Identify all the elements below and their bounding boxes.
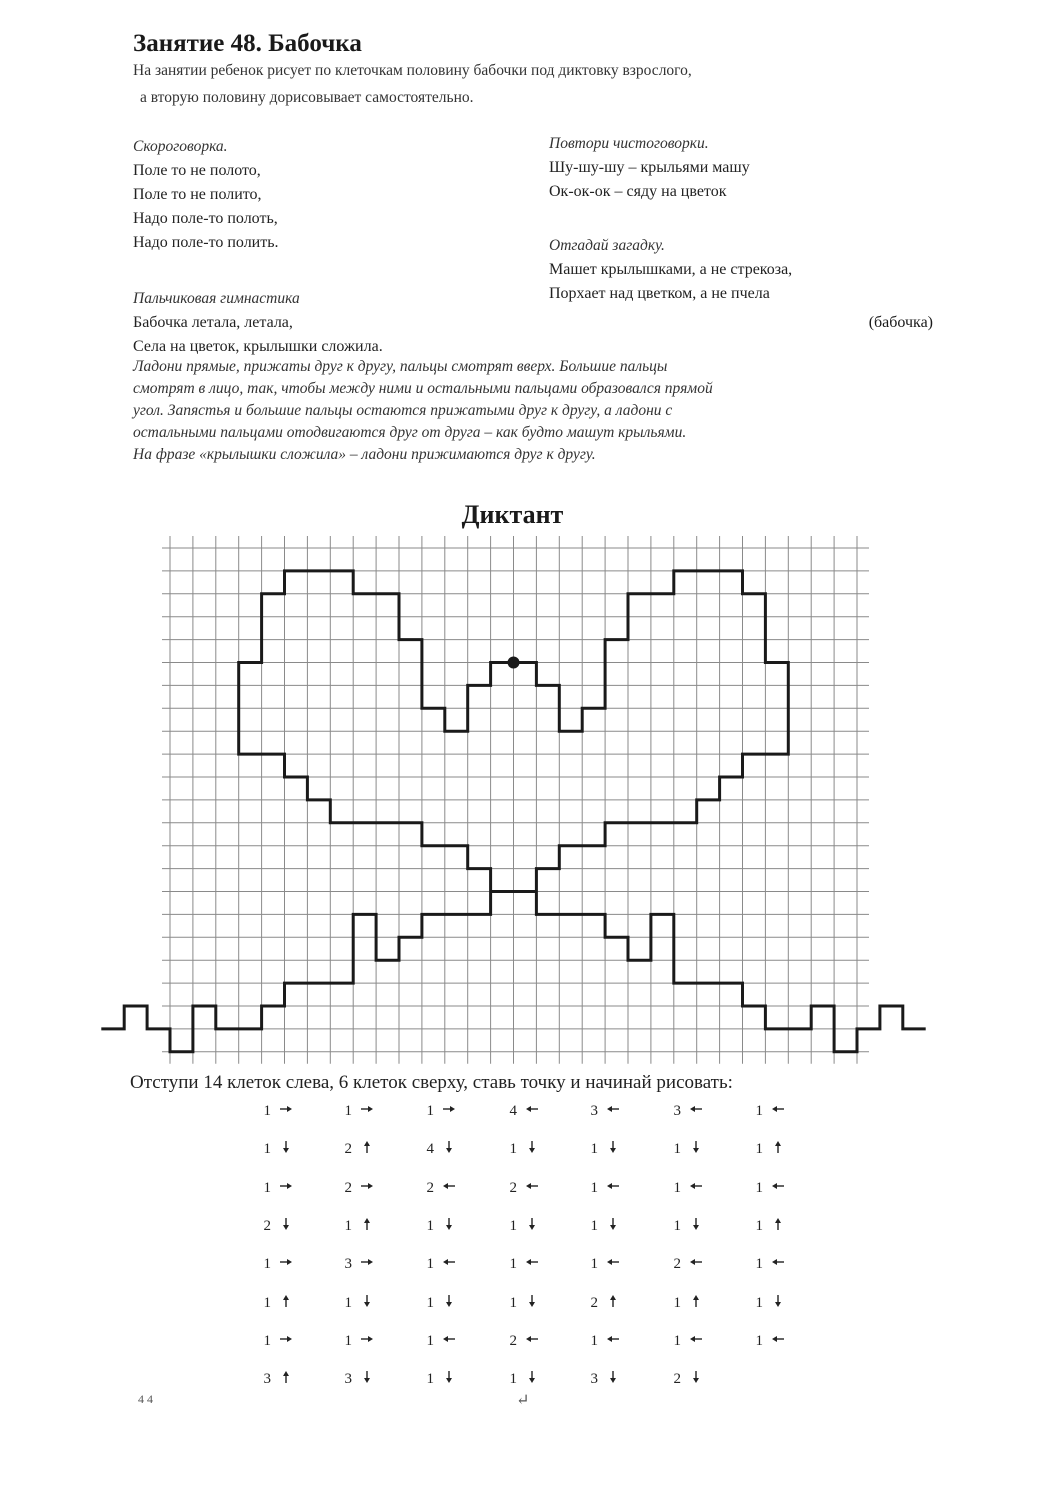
pure-phrase-line: Ок-ок-ок – сяду на цветок (549, 183, 727, 200)
dictation-step (667, 1140, 737, 1159)
step-count: 2 (344, 1141, 352, 1158)
arrow-left-icon (689, 1179, 703, 1198)
arrow-down-icon (279, 1140, 293, 1159)
arrow-down-icon (360, 1370, 374, 1389)
arrow-down-icon (442, 1370, 456, 1389)
dictation-step (749, 1294, 819, 1313)
arrow-up-icon (771, 1140, 785, 1159)
step-count: 1 (755, 1103, 763, 1119)
finger-gym-instruction: На фразе «крылышки сложила» – ладони прижимаются друг к другу. (133, 446, 596, 463)
arrow-left-icon (525, 1179, 539, 1198)
dictation-title: Диктант (461, 500, 564, 529)
arrow-down-icon (689, 1217, 703, 1236)
pure-phrases-heading: Повтори чистоговорки. (549, 135, 709, 152)
dictation-step (503, 1370, 573, 1389)
arrow-left-icon (525, 1102, 539, 1121)
step-count: 2 (673, 1371, 681, 1388)
dictation-step (503, 1294, 573, 1313)
step-count: 1 (590, 1217, 598, 1234)
tongue-twister-heading: Скороговорка. (133, 138, 228, 155)
dictation-step (584, 1179, 654, 1198)
dictation-step (338, 1217, 408, 1236)
dictation-step (420, 1179, 490, 1198)
arrow-right-icon (279, 1255, 293, 1274)
dictation-step (338, 1140, 408, 1159)
dictation-step (667, 1294, 737, 1313)
arrow-right-icon (279, 1332, 293, 1351)
step-count: 1 (590, 1332, 598, 1349)
step-count: 1 (509, 1294, 517, 1311)
step-count: 1 (426, 1371, 434, 1388)
dictation-step (503, 1217, 573, 1236)
step-count: 4 (426, 1141, 434, 1158)
step-count: 3 (590, 1371, 598, 1388)
finger-gym-instruction: остальными пальцами отодвигаются друг от друга – как будто машут крыльями. (133, 424, 687, 441)
arrow-up-icon (360, 1217, 374, 1236)
dictation-step (667, 1179, 737, 1198)
dictation-step (584, 1102, 654, 1121)
step-count: 1 (509, 1371, 517, 1388)
dictation-step (257, 1255, 327, 1274)
step-count: 3 (263, 1371, 271, 1388)
page-number: 4 4 (138, 1392, 153, 1406)
step-count: 1 (263, 1179, 271, 1196)
step-count: 1 (263, 1332, 271, 1349)
dictation-step (420, 1370, 490, 1389)
dictation-step (667, 1255, 737, 1274)
dictation-step (420, 1294, 490, 1313)
dictation-step (749, 1255, 819, 1274)
dictation-step (338, 1332, 408, 1351)
arrow-up-icon (771, 1217, 785, 1236)
tongue-twister-line: Поле то не полото, (133, 162, 261, 179)
finger-gym-instruction: Ладони прямые, прижаты друг к другу, пальцы смотрят вверх. Большие пальцы (133, 358, 668, 375)
dictation-step (503, 1102, 573, 1121)
arrow-right-icon (279, 1102, 293, 1121)
arrow-right-icon (360, 1332, 374, 1351)
step-count: 3 (673, 1103, 681, 1119)
arrow-up-icon (606, 1294, 620, 1313)
dictation-step (420, 1217, 490, 1236)
riddle-line: Порхает над цветком, а не пчела (549, 285, 770, 302)
arrow-down-icon (442, 1140, 456, 1159)
step-count: 1 (426, 1332, 434, 1349)
dictation-step (584, 1140, 654, 1159)
step-count: 3 (344, 1256, 352, 1273)
riddle-answer: (бабочка) (868, 314, 933, 331)
riddle-heading: Отгадай загадку. (549, 237, 665, 254)
dictation-step (584, 1255, 654, 1274)
step-count: 2 (509, 1332, 517, 1349)
step-count: 1 (263, 1141, 271, 1158)
dictation-step (749, 1140, 819, 1159)
arrow-right-icon (279, 1179, 293, 1198)
finger-gym-line: Села на цветок, крылышки сложила. (133, 338, 383, 355)
dictation-step (257, 1217, 327, 1236)
riddle-line: Машет крылышками, а не стрекоза, (549, 261, 793, 278)
dictation-step (257, 1370, 327, 1389)
arrow-left-icon (771, 1179, 785, 1198)
dictation-step (257, 1140, 327, 1159)
dictation-step (667, 1332, 737, 1351)
step-count: 1 (590, 1179, 598, 1196)
dictation-step (257, 1179, 327, 1198)
arrow-left-icon (771, 1332, 785, 1351)
step-count: 1 (344, 1103, 352, 1119)
step-count: 4 (509, 1103, 517, 1119)
dictation-step (420, 1255, 490, 1274)
dictation-step (749, 1179, 819, 1198)
dictation-step (338, 1294, 408, 1313)
step-count: 2 (426, 1179, 434, 1196)
dictation-step (667, 1102, 737, 1121)
dictation-step (420, 1332, 490, 1351)
arrow-down-icon (442, 1217, 456, 1236)
arrow-down-icon (771, 1294, 785, 1313)
step-count: 1 (263, 1294, 271, 1311)
dictation-step (338, 1370, 408, 1389)
step-count: 1 (590, 1141, 598, 1158)
arrow-down-icon (525, 1140, 539, 1159)
arrow-down-icon (525, 1294, 539, 1313)
step-count: 1 (426, 1217, 434, 1234)
step-count: 1 (755, 1141, 763, 1158)
arrow-down-icon (606, 1140, 620, 1159)
intro-line-1: На занятии ребенок рисует по клеточкам половину бабочки под диктовку взрослого, (133, 62, 692, 79)
dictation-step (749, 1217, 819, 1236)
step-count: 1 (426, 1256, 434, 1273)
arrow-left-icon (525, 1332, 539, 1351)
dictation-step (257, 1332, 327, 1351)
dictation-step (749, 1102, 819, 1121)
pure-phrase-line: Шу-шу-шу – крыльями машу (549, 159, 750, 176)
arrow-up-icon (689, 1294, 703, 1313)
step-count: 1 (755, 1179, 763, 1196)
dictation-step (584, 1294, 654, 1313)
dictation-step (503, 1179, 573, 1198)
step-count: 3 (344, 1371, 352, 1388)
step-count: 1 (673, 1332, 681, 1349)
step-count: 1 (590, 1256, 598, 1273)
dictation-step (257, 1294, 327, 1313)
arrow-left-icon (771, 1102, 785, 1121)
start-dot (508, 657, 520, 669)
page-mark: ↵ (516, 1392, 530, 1409)
arrow-down-icon (606, 1370, 620, 1389)
arrow-down-icon (689, 1370, 703, 1389)
step-count: 1 (755, 1217, 763, 1234)
tongue-twister-line: Надо поле-то полить. (133, 234, 279, 251)
step-count: 2 (673, 1256, 681, 1273)
dictation-step (749, 1332, 819, 1351)
arrow-left-icon (606, 1255, 620, 1274)
step-count: 1 (263, 1256, 271, 1273)
step-count: 1 (755, 1256, 763, 1273)
arrow-left-icon (442, 1255, 456, 1274)
arrow-down-icon (689, 1140, 703, 1159)
arrow-right-icon (442, 1102, 456, 1121)
dictation-step (338, 1179, 408, 1198)
arrow-left-icon (606, 1179, 620, 1198)
grid-lines (162, 536, 869, 1064)
arrow-right-icon (360, 1179, 374, 1198)
dictation-step (667, 1217, 737, 1236)
arrow-left-icon (689, 1255, 703, 1274)
step-count: 1 (344, 1217, 352, 1234)
arrow-left-icon (442, 1332, 456, 1351)
tongue-twister-line: Надо поле-то полоть, (133, 210, 278, 227)
step-count: 1 (344, 1294, 352, 1311)
tongue-twister-line: Поле то не полито, (133, 186, 262, 203)
dictation-step (584, 1332, 654, 1351)
dictation-step (420, 1140, 490, 1159)
step-count: 1 (509, 1256, 517, 1273)
dictation-step (503, 1332, 573, 1351)
dictation-step (503, 1255, 573, 1274)
finger-gym-line: Бабочка летала, летала, (133, 314, 293, 331)
arrow-up-icon (360, 1140, 374, 1159)
arrow-right-icon (360, 1102, 374, 1121)
arrow-left-icon (689, 1332, 703, 1351)
dictation-step (584, 1370, 654, 1389)
dictation-instruction: Отступи 14 клеток слева, 6 клеток сверху, ставь точку и начинай рисовать: (130, 1072, 733, 1093)
step-count: 1 (673, 1294, 681, 1311)
step-count: 1 (426, 1294, 434, 1311)
arrow-up-icon (279, 1294, 293, 1313)
intro-line-2: а вторую половину дорисовывает самостоятельно. (140, 89, 474, 106)
step-count: 2 (263, 1217, 271, 1234)
step-count: 2 (509, 1179, 517, 1196)
dictation-step (338, 1255, 408, 1274)
arrow-left-icon (442, 1179, 456, 1198)
finger-gym-heading: Пальчиковая гимнастика (133, 290, 300, 307)
finger-gym-instruction: смотрят в лицо, так, чтобы между ними и остальными пальцами образовался прямой (133, 380, 713, 397)
page-title: Занятие 48. Бабочка (133, 30, 362, 57)
arrow-down-icon (360, 1294, 374, 1313)
step-count: 1 (673, 1217, 681, 1234)
step-count: 3 (590, 1103, 598, 1119)
dictation-step (667, 1370, 737, 1389)
arrow-down-icon (279, 1217, 293, 1236)
dictation-step (503, 1140, 573, 1159)
step-count: 1 (509, 1217, 517, 1234)
step-count: 1 (673, 1141, 681, 1158)
arrow-down-icon (525, 1217, 539, 1236)
step-count: 1 (755, 1294, 763, 1311)
step-count: 2 (344, 1179, 352, 1196)
step-count: 1 (509, 1141, 517, 1158)
dictation-step (420, 1102, 490, 1121)
dictation-step (338, 1102, 408, 1121)
finger-gym-instruction: угол. Запястья и большие пальцы остаются прижатыми друг к другу, а ладони с (133, 402, 673, 419)
arrow-down-icon (442, 1294, 456, 1313)
arrow-left-icon (771, 1255, 785, 1274)
arrow-up-icon (279, 1370, 293, 1389)
step-count: 1 (755, 1332, 763, 1349)
step-count: 2 (590, 1294, 598, 1311)
step-count: 1 (426, 1103, 434, 1119)
step-count: 1 (673, 1179, 681, 1196)
step-count: 1 (344, 1332, 352, 1349)
arrow-down-icon (606, 1217, 620, 1236)
arrow-left-icon (689, 1102, 703, 1121)
arrow-down-icon (525, 1370, 539, 1389)
arrow-left-icon (606, 1332, 620, 1351)
arrow-right-icon (360, 1255, 374, 1274)
step-count: 1 (263, 1103, 271, 1119)
arrow-left-icon (525, 1255, 539, 1274)
dictation-step (584, 1217, 654, 1236)
dictation-step (257, 1102, 327, 1121)
arrow-left-icon (606, 1102, 620, 1121)
